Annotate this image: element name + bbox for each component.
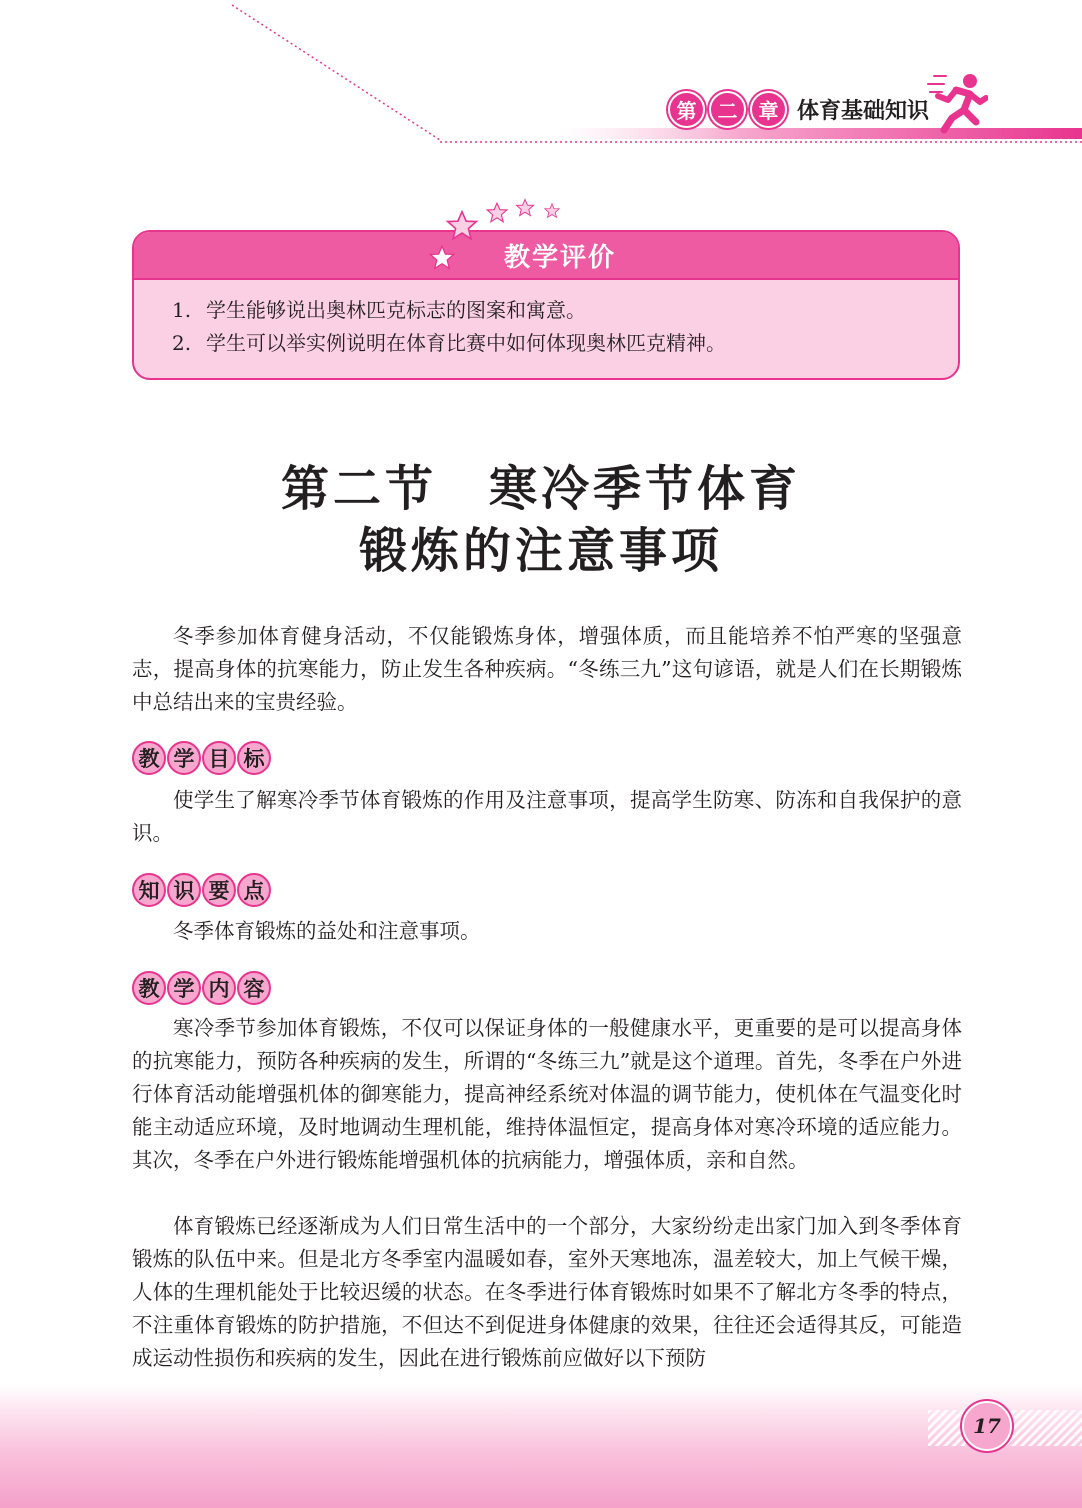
circled-char: 目 bbox=[202, 741, 236, 775]
circled-char: 识 bbox=[167, 873, 201, 907]
circled-char: 教 bbox=[132, 971, 166, 1005]
section-title-line: 第二节 寒冷季节体育 bbox=[280, 461, 801, 517]
star-icon bbox=[516, 199, 533, 215]
chapter-badge: 二 bbox=[709, 91, 746, 128]
star-icon bbox=[545, 204, 559, 218]
item-number: 1. bbox=[172, 298, 192, 322]
circled-char: 知 bbox=[132, 873, 166, 907]
content-paragraph-1: 寒冷季节参加体育锻炼，不仅可以保证身体的一般健康水平，更重要的是可以提高身体的抗寒能力，预防各种疾病的发生，所谓的“冬练三九”就是这个道理。首先，冬季在户外进行体育活动能增强机体的御寒能力，提高神经系统对体温的调节能力，使机体在气温变化时能主动适应环境，及时地调动生理机能，维持体温恒定，提高身体对寒冷环境的适应能力。其次，冬季在户外进行锻炼能增强机体的抗病能力，增强体质，亲和自然。 bbox=[132, 1016, 962, 1172]
teaching-goal-text: 使学生了解寒冷季节体育锻炼的作用及注意事项，提高学生防寒、防冻和自我保护的意识。 bbox=[132, 788, 962, 845]
header-decoration bbox=[0, 0, 1082, 150]
chapter-title: 体育基础知识 bbox=[797, 97, 930, 124]
circled-char: 要 bbox=[202, 873, 236, 907]
item-text: 学生可以举实例说明在体育比赛中如何体现奥林匹克精神。 bbox=[206, 331, 726, 355]
intro-paragraph: 冬季参加体育健身活动，不仅能锻炼身体，增强体质，而且能培养不怕严寒的坚强意志，提高身体的抗寒能力，防止发生各种疾病。“冬练三九”这句谚语，就是人们在长期锻炼中总结出来的宝贵经验。 bbox=[132, 624, 962, 714]
section-title-line: 锻炼的注意事项 bbox=[358, 523, 723, 579]
circled-char: 内 bbox=[202, 971, 236, 1005]
list-item bbox=[172, 327, 958, 360]
chapter-header bbox=[668, 92, 929, 126]
circled-char: 点 bbox=[237, 873, 271, 907]
evaluation-list bbox=[134, 280, 958, 360]
section-title bbox=[0, 458, 1082, 582]
footer-band bbox=[0, 1385, 1082, 1508]
page-number: 17 bbox=[962, 1401, 1012, 1451]
evaluation-title: 教学评价 bbox=[503, 242, 616, 273]
key-points-heading bbox=[132, 873, 271, 907]
circled-char: 学 bbox=[167, 971, 201, 1005]
star-icon bbox=[487, 203, 507, 222]
item-text: 学生能够说出奥林匹克标志的图案和寓意。 bbox=[206, 298, 586, 322]
teaching-content-heading bbox=[132, 971, 271, 1005]
key-points-text: 冬季体育锻炼的益处和注意事项。 bbox=[173, 919, 481, 943]
content-paragraph-2: 体育锻炼已经逐渐成为人们日常生活中的一个部分，大家纷纷走出家门加入到冬季体育锻炼的队伍中来。但是北方冬季室内温暖如春，室外天寒地冻，温差较大，加上气候干燥，人体的生理机能处于比较迟缓的状态。在冬季进行体育锻炼时如果不了解北方冬季的特点，不注重体育锻炼的防护措施，不但达不到促进身体健康的效果，往往还会适得其反，可能造成运动性损伤和疾病的发生，因此在进行锻炼前应做好以下预防 bbox=[132, 1214, 962, 1370]
running-figure-icon bbox=[926, 72, 988, 134]
chapter-badge: 章 bbox=[750, 91, 787, 128]
circled-char: 学 bbox=[167, 741, 201, 775]
circled-char: 教 bbox=[132, 741, 166, 775]
item-number: 2. bbox=[172, 331, 192, 355]
circled-char: 标 bbox=[237, 741, 271, 775]
chapter-badge: 第 bbox=[668, 91, 705, 128]
list-item bbox=[172, 294, 958, 327]
teaching-goal-heading bbox=[132, 741, 271, 775]
teaching-evaluation-box bbox=[132, 230, 960, 380]
circled-char: 容 bbox=[237, 971, 271, 1005]
evaluation-header bbox=[134, 232, 958, 280]
